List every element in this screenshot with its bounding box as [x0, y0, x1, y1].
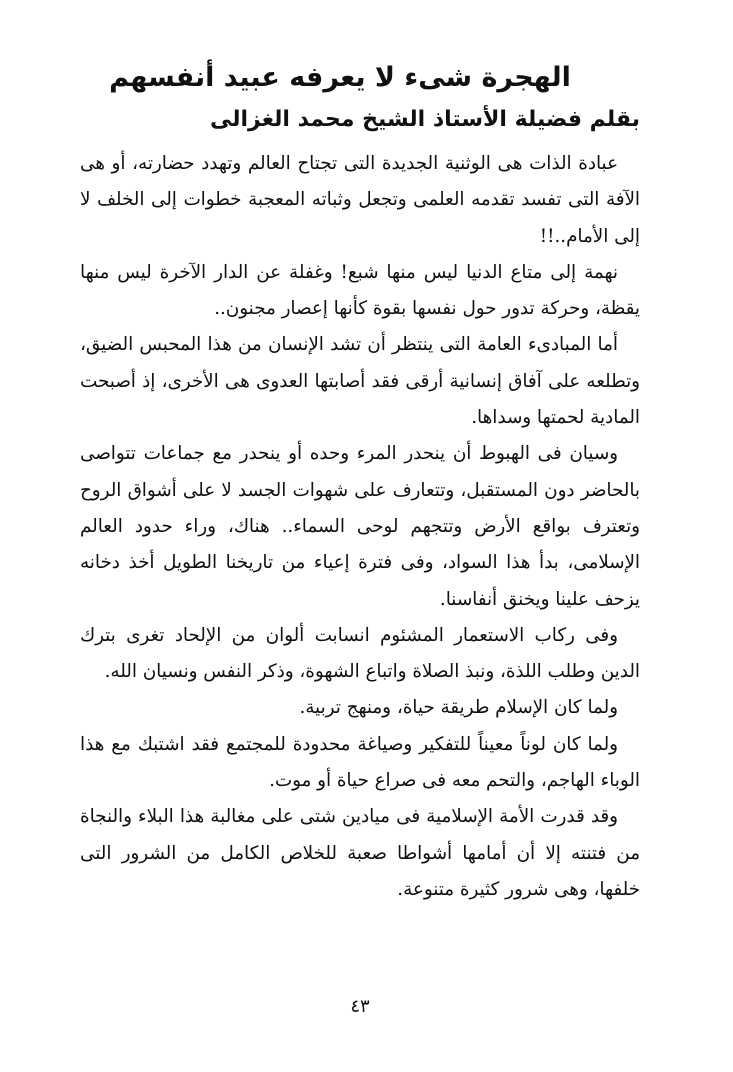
body-paragraph: عبادة الذات هى الوثنية الجديدة التى تجتاح العالم وتهدد حضارته، أو هى الآفة التى تفسد تقدمه العلمى وتجعل وثباته المعجبة خطوات إلى الخلف لا إلى الأمام..!! [80, 153, 640, 247]
author-byline: بقلم فضيلة الأستاذ الشيخ محمد الغزالى [209, 107, 640, 132]
body-paragraph: ولما كان الإسلام طريقة حياة، ومنهج تربية. [299, 697, 618, 719]
body-paragraph: وسيان فى الهبوط أن ينحدر المرء وحده أو ينحدر مع جماعات تتواصى بالحاضر دون المستقبل، وتتعارف على شهوات الجسد لا على أشواق الروح وتعترف بواقع الأرض وتتجهم لوحى السماء.. هناك، وراء حدود العالم الإسلامى، بدأ هذا السواد، وفى فترة إعياء من تاريخنا الطويل أخذ دخانه يزحف علينا ويخنق أنفاسنا. [80, 443, 640, 610]
article-title: الهجرة شىء لا يعرفه عبيد أنفسهم [109, 62, 571, 93]
body-paragraph: ولما كان لوناً معيناً للتفكير وصياغة محدودة للمجتمع فقد اشتبك مع هذا الوباء الهاجم، والتحم معه فى صراع حياة أو موت. [80, 733, 640, 792]
document-page [80, 56, 640, 1036]
body-paragraph: وقد قدرت الأمة الإسلامية فى ميادين شتى على مغالبة هذا البلاء والنجاة من فتنته إلا أن أمامها أشواطا صعبة للخلاص الكامل من الشرور التى خلفها، وهى شرور كثيرة متنوعة. [80, 806, 640, 900]
page-number: ٤٣ [350, 996, 370, 1017]
body-paragraph: وفى ركاب الاستعمار المشئوم انسابت ألوان من الإلحاد تغرى بترك الدين وطلب اللذة، ونبذ الصلاة واتباع الشهوة، وذكر النفس ونسيان الله. [80, 624, 640, 683]
body-paragraph: نهمة إلى متاع الدنيا ليس منها شبع! وغفلة عن الدار الآخرة ليس منها يقظة، وحركة تدور حول نفسها بقوة كأنها إعصار مجنون.. [80, 261, 640, 320]
body-paragraph: أما المبادىء العامة التى ينتظر أن تشد الإنسان من هذا المحبس الضيق، وتطلعه على آفاق إنسانية أرقى فقد أصابتها العدوى هى الأخرى، إذ أصبحت المادية لحمتها وسداها. [80, 334, 640, 429]
